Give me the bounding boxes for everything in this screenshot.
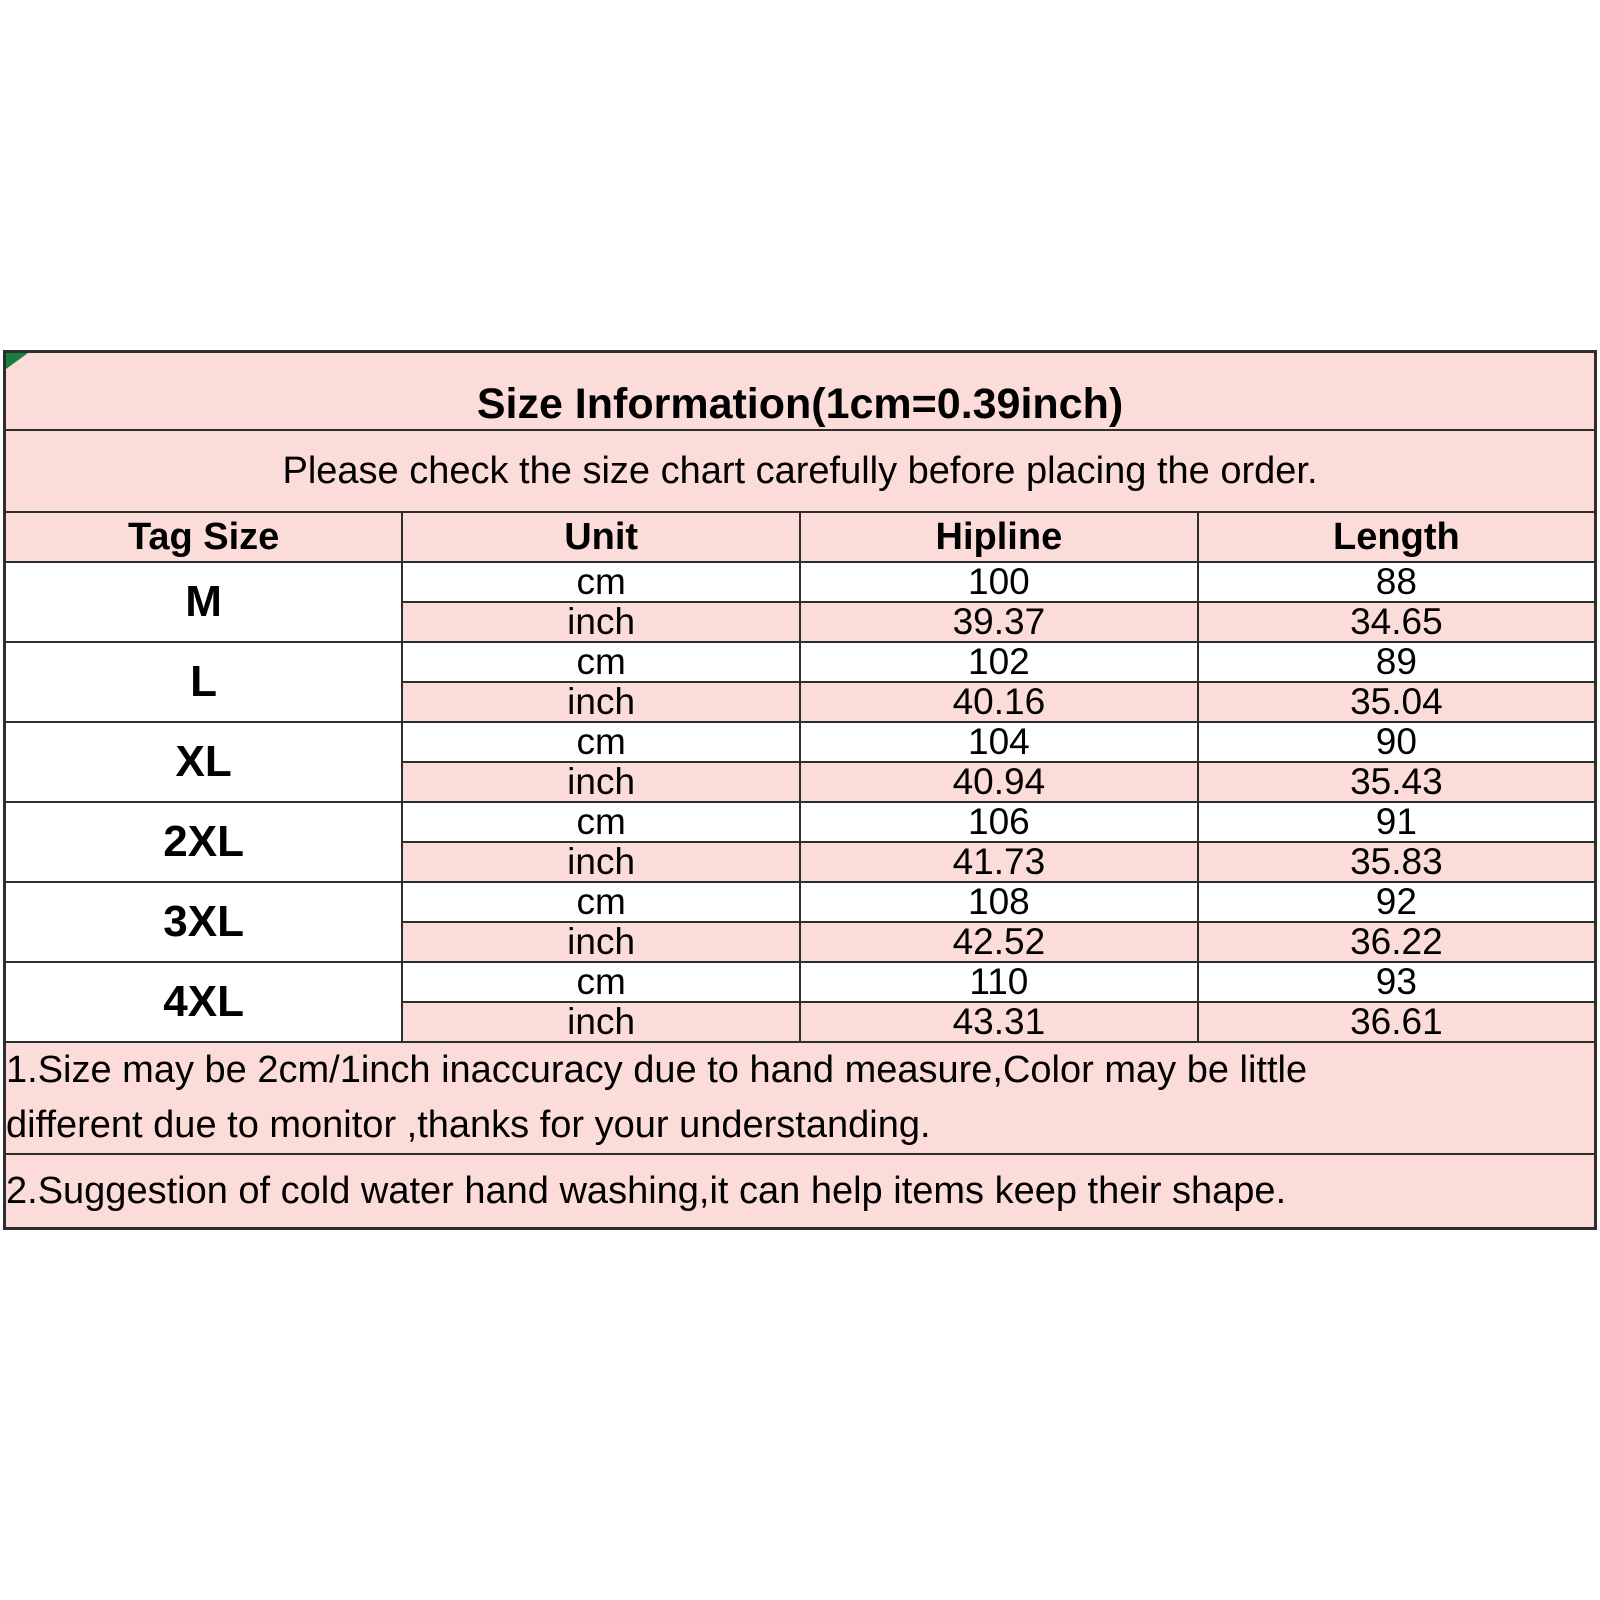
note-1 xyxy=(5,1042,1596,1154)
length-value: 88 xyxy=(1198,562,1596,602)
length-value: 34.65 xyxy=(1198,602,1596,642)
table-row xyxy=(5,802,1596,842)
unit-label: inch xyxy=(402,842,800,882)
hipline-value: 110 xyxy=(800,962,1198,1002)
size-chart-table xyxy=(3,350,1597,1230)
hipline-value: 104 xyxy=(800,722,1198,762)
column-header-unit: Unit xyxy=(402,512,800,562)
hipline-value: 106 xyxy=(800,802,1198,842)
length-value: 91 xyxy=(1198,802,1596,842)
excel-corner-flag-icon xyxy=(6,353,28,369)
length-value: 89 xyxy=(1198,642,1596,682)
unit-label: cm xyxy=(402,802,800,842)
hipline-value: 40.16 xyxy=(800,682,1198,722)
hipline-value: 102 xyxy=(800,642,1198,682)
note-1-line-2: different due to monitor ,thanks for your understanding. xyxy=(6,1104,931,1146)
length-value: 35.83 xyxy=(1198,842,1596,882)
length-value: 35.04 xyxy=(1198,682,1596,722)
hipline-value: 100 xyxy=(800,562,1198,602)
length-value: 90 xyxy=(1198,722,1596,762)
unit-label: inch xyxy=(402,1002,800,1042)
header-row xyxy=(5,512,1596,562)
unit-label: cm xyxy=(402,642,800,682)
unit-label: cm xyxy=(402,882,800,922)
unit-label: inch xyxy=(402,762,800,802)
hipline-value: 108 xyxy=(800,882,1198,922)
size-tag-cell: 2XL xyxy=(5,802,403,882)
size-tag-cell: XL xyxy=(5,722,403,802)
size-tag-cell: L xyxy=(5,642,403,722)
note-2: 2.Suggestion of cold water hand washing,it can help items keep their shape. xyxy=(5,1154,1596,1229)
hipline-value: 41.73 xyxy=(800,842,1198,882)
table-row xyxy=(5,722,1596,762)
table-row xyxy=(5,642,1596,682)
chart-title: Size Information(1cm=0.39inch) xyxy=(476,380,1124,428)
length-value: 36.22 xyxy=(1198,922,1596,962)
column-header-length: Length xyxy=(1198,512,1596,562)
unit-label: inch xyxy=(402,682,800,722)
table-row xyxy=(5,562,1596,602)
unit-label: inch xyxy=(402,602,800,642)
column-header-tag-size: Tag Size xyxy=(5,512,403,562)
size-tag-cell: 3XL xyxy=(5,882,403,962)
table-row xyxy=(5,882,1596,922)
column-header-hipline: Hipline xyxy=(800,512,1198,562)
subtitle-row xyxy=(5,430,1596,512)
note-1-line-1: 1.Size may be 2cm/1inch inaccuracy due to hand measure,Color may be little xyxy=(6,1049,1308,1091)
chart-title-cell xyxy=(5,352,1596,431)
length-value: 93 xyxy=(1198,962,1596,1002)
unit-label: cm xyxy=(402,722,800,762)
length-value: 35.43 xyxy=(1198,762,1596,802)
size-tag-cell: 4XL xyxy=(5,962,403,1042)
unit-label: inch xyxy=(402,922,800,962)
table-row xyxy=(5,962,1596,1002)
hipline-value: 43.31 xyxy=(800,1002,1198,1042)
hipline-value: 39.37 xyxy=(800,602,1198,642)
chart-subtitle: Please check the size chart carefully before placing the order. xyxy=(5,430,1596,512)
length-value: 36.61 xyxy=(1198,1002,1596,1042)
unit-label: cm xyxy=(402,562,800,602)
note-row xyxy=(5,1042,1596,1154)
length-value: 92 xyxy=(1198,882,1596,922)
hipline-value: 42.52 xyxy=(800,922,1198,962)
title-row xyxy=(5,352,1596,431)
size-tag-cell: M xyxy=(5,562,403,642)
unit-label: cm xyxy=(402,962,800,1002)
note-row xyxy=(5,1154,1596,1229)
hipline-value: 40.94 xyxy=(800,762,1198,802)
